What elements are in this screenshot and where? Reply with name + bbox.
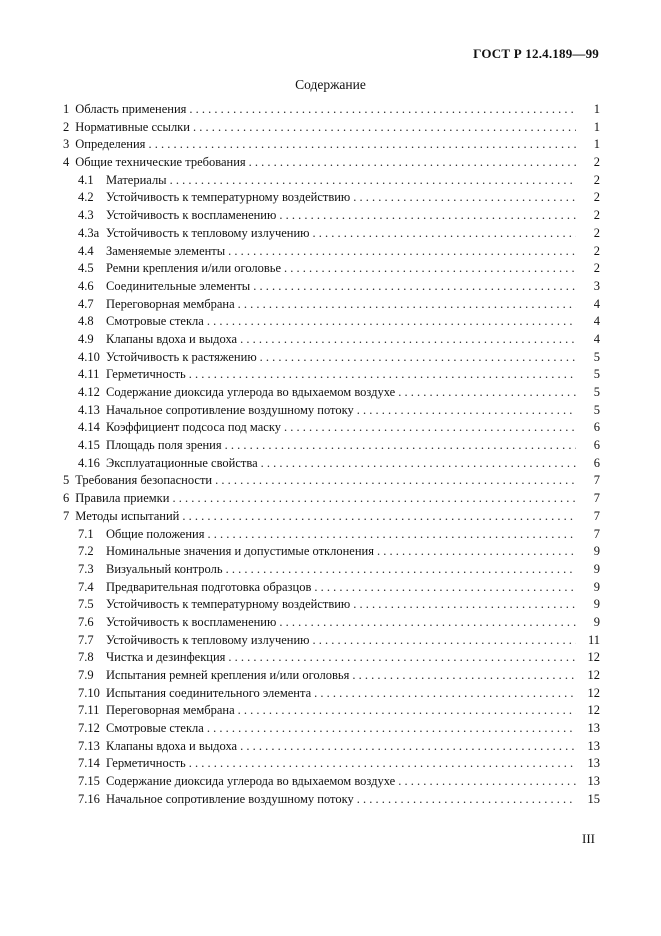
toc-entry-label: Начальное сопротивление воздушному потоку — [106, 791, 354, 806]
toc-entry-page: 5 — [593, 402, 600, 417]
toc-entry — [63, 455, 600, 473]
toc-entry-page: 1 — [593, 102, 600, 116]
toc-leader-dots — [148, 136, 576, 154]
toc-entry — [63, 561, 600, 579]
toc-entry — [63, 791, 600, 809]
toc-title: Содержание — [295, 77, 366, 92]
toc-entry-page: 7 — [593, 526, 600, 541]
toc-leader-dots — [189, 366, 576, 384]
toc-entry — [63, 685, 600, 703]
toc-entry — [63, 490, 600, 508]
toc-entry-label: Эксплуатационные свойства — [106, 455, 258, 470]
toc-entry-label: Смотровые стекла — [106, 314, 204, 329]
toc-leader-dots — [207, 526, 576, 544]
toc-entry-label: Номинальные значения и допустимые отклонения — [106, 544, 374, 559]
toc-entry-number: 6 — [63, 491, 70, 506]
toc-entry-label: Материалы — [106, 172, 167, 187]
toc-entry-label: Определения — [75, 137, 146, 152]
toc-entry-label: Визуальный контроль — [106, 561, 223, 576]
page-number: III — [582, 831, 595, 846]
toc-entry-number: 7.3 — [78, 561, 94, 576]
toc-entry-number: 7.14 — [78, 756, 100, 771]
toc-entry-number: 4.9 — [78, 331, 94, 346]
toc-entry — [63, 508, 600, 526]
toc-entry-label: Переговорная мембрана — [106, 703, 235, 718]
toc-entry-number: 7.6 — [78, 614, 94, 629]
toc-leader-dots — [313, 225, 577, 243]
toc-entry-number: 7.15 — [78, 774, 100, 789]
toc-entry-page: 2 — [593, 208, 600, 223]
toc-entry-label: Заменяемые элементы — [106, 243, 226, 258]
toc-entry — [63, 260, 600, 278]
toc-entry-number: 4.8 — [78, 314, 94, 329]
toc-entry-page: 13 — [587, 774, 600, 789]
toc-leader-dots — [314, 685, 576, 703]
toc-entry-label: Испытания соединительного элемента — [106, 685, 312, 700]
toc-entry-label: Чистка и дезинфекция — [106, 650, 226, 665]
toc-entry-label: Площадь поля зрения — [106, 438, 222, 453]
toc-entry — [63, 720, 600, 738]
toc-leader-dots — [225, 437, 576, 455]
toc-entry-number: 5 — [63, 473, 70, 488]
toc-entry — [63, 667, 600, 685]
toc-entry-label: Клапаны вдоха и выдоха — [106, 331, 238, 346]
toc-leader-dots — [238, 296, 576, 314]
toc-entry — [63, 773, 600, 791]
toc-entry — [63, 596, 600, 614]
toc-entry — [63, 402, 600, 420]
toc-entry-page: 15 — [587, 791, 600, 806]
toc-entry-label: Коэффициент подсоса под маску — [106, 420, 281, 435]
toc-leader-dots — [353, 596, 576, 614]
toc-entry-number: 7.13 — [78, 738, 100, 753]
toc-entry-page: 2 — [593, 190, 600, 205]
toc-leader-dots — [314, 579, 576, 597]
toc-leader-dots — [261, 455, 576, 473]
toc-entry-number: 7.11 — [78, 703, 100, 718]
toc-leader-dots — [284, 419, 576, 437]
toc-entry-page: 2 — [593, 243, 600, 258]
toc-leader-dots — [352, 667, 576, 685]
toc-entry-page: 12 — [587, 668, 600, 682]
toc-entry-number: 7.12 — [78, 721, 100, 736]
toc-entry — [63, 738, 600, 756]
toc-entry — [63, 614, 600, 632]
toc-leader-dots — [279, 207, 576, 225]
toc-entry — [63, 384, 600, 402]
toc-entry-number: 4.12 — [78, 385, 100, 399]
toc-entry — [63, 154, 600, 172]
toc-entry-number: 4.1 — [78, 172, 94, 187]
toc-entry-number: 2 — [63, 119, 70, 134]
toc-entry — [63, 243, 600, 261]
toc-entry-number: 4.3 — [78, 208, 94, 223]
toc-entry-number: 7.8 — [78, 650, 94, 665]
toc-entry-page: 6 — [593, 455, 600, 470]
toc-entry-page: 9 — [593, 561, 600, 576]
toc-entry-label: Содержание диоксида углерода во вдыхаемом воздухе — [106, 774, 396, 789]
toc-entry-page: 13 — [587, 738, 600, 753]
toc-entry — [63, 543, 600, 561]
toc-entry-page: 5 — [593, 349, 600, 364]
toc-entry-label: Общие технические требования — [75, 155, 246, 170]
toc-leader-dots — [193, 119, 576, 137]
toc-entry — [63, 702, 600, 720]
toc-leader-dots — [189, 101, 576, 119]
toc-leader-dots — [249, 154, 576, 172]
toc-entry — [63, 366, 600, 384]
toc-entry-number: 7.10 — [78, 685, 100, 700]
toc-entry — [63, 136, 600, 154]
toc-leader-dots — [377, 543, 576, 561]
toc-entry-label: Соединительные элементы — [106, 278, 251, 293]
toc-entry-page: 6 — [593, 438, 600, 453]
toc-entry-number: 4 — [63, 155, 70, 170]
toc-leader-dots — [226, 561, 576, 579]
toc-entry — [63, 632, 600, 650]
toc-entry-label: Смотровые стекла — [106, 721, 204, 736]
toc-entry — [63, 349, 600, 367]
toc-entry-label: Герметичность — [106, 756, 186, 771]
toc-entry-page: 4 — [593, 314, 600, 329]
toc-entry-page: 4 — [593, 331, 600, 346]
toc-entry-number: 7.5 — [78, 597, 94, 612]
toc-entry — [63, 472, 600, 490]
toc-entry — [63, 225, 600, 243]
toc-entry-number: 1 — [63, 102, 70, 116]
toc-entry-page: 9 — [593, 597, 600, 612]
toc-leader-dots — [398, 384, 576, 402]
toc-entry-number: 4.5 — [78, 261, 94, 276]
toc-entry — [63, 755, 600, 773]
toc-entry-number: 4.10 — [78, 349, 100, 364]
toc-leader-dots — [253, 278, 576, 296]
toc-entry-number: 7.4 — [78, 579, 94, 594]
toc-entry-page: 12 — [587, 685, 600, 700]
toc-entry-page: 2 — [593, 172, 600, 187]
toc-entry — [63, 101, 600, 119]
toc-entry-page: 11 — [587, 632, 600, 647]
toc-entry — [63, 296, 600, 314]
toc-entry-page: 7 — [593, 508, 600, 523]
toc-leader-dots — [398, 773, 576, 791]
toc-entry — [63, 278, 600, 296]
toc-entry-label: Область применения — [75, 102, 187, 116]
toc-entry-number: 7.9 — [78, 668, 94, 682]
toc-entry-number: 4.4 — [78, 243, 94, 258]
toc-entry-number: 4.14 — [78, 420, 100, 435]
toc-leader-dots — [357, 402, 576, 420]
toc-entry-page: 3 — [593, 278, 600, 293]
toc-entry — [63, 419, 600, 437]
toc-entry-page: 13 — [587, 756, 600, 771]
toc-entry-label: Устойчивость к температурному воздействию — [106, 597, 351, 612]
toc-leader-dots — [207, 720, 576, 738]
toc-leader-dots — [284, 260, 576, 278]
toc-entry-label: Клапаны вдоха и выдоха — [106, 738, 238, 753]
toc-entry-label: Содержание диоксида углерода во вдыхаемом воздухе — [106, 385, 396, 399]
toc-entry-page: 5 — [593, 385, 600, 399]
toc-entry-label: Устойчивость к тепловому излучению — [106, 632, 310, 647]
toc-entry-page: 2 — [593, 225, 600, 240]
toc-entry-label: Начальное сопротивление воздушному потоку — [106, 402, 354, 417]
toc-entry-number: 4.6 — [78, 278, 94, 293]
toc-entry-label: Герметичность — [106, 367, 186, 382]
toc-entry-number: 4.11 — [78, 367, 100, 382]
toc-entry — [63, 172, 600, 190]
toc-entry-page: 13 — [587, 721, 600, 736]
toc-leader-dots — [228, 649, 576, 667]
toc-entry-label: Устойчивость к воспламенению — [106, 208, 277, 223]
toc-entry-page: 6 — [593, 420, 600, 435]
toc-entry-label: Ремни крепления и/или оголовье — [106, 261, 282, 276]
toc-entry-page: 9 — [593, 544, 600, 559]
toc-leader-dots — [353, 189, 576, 207]
toc-leader-dots — [189, 755, 576, 773]
toc-entry-page: 7 — [593, 491, 600, 506]
toc-entry — [63, 331, 600, 349]
toc-entry-page: 9 — [593, 579, 600, 594]
toc-entry-label: Устойчивость к растяжению — [106, 349, 257, 364]
toc-entry-number: 7.7 — [78, 632, 94, 647]
toc-entry-page: 12 — [587, 650, 600, 665]
toc-leader-dots — [215, 472, 576, 490]
toc-entry-number: 4.15 — [78, 438, 100, 453]
toc-entry-page: 5 — [593, 367, 600, 382]
toc-entry-number: 7 — [63, 508, 70, 523]
toc-entry-label: Устойчивость к температурному воздействию — [106, 190, 351, 205]
toc-entry-label: Устойчивость к воспламенению — [106, 614, 277, 629]
toc-leader-dots — [357, 791, 576, 809]
toc-entry-number: 7.16 — [78, 791, 100, 806]
toc-entry-label: Требования безопасности — [75, 473, 213, 488]
toc-entry-page: 4 — [593, 296, 600, 311]
toc-entry — [63, 649, 600, 667]
toc-entry-page: 12 — [587, 703, 600, 718]
toc-leader-dots — [228, 243, 576, 261]
toc-entry-label: Устойчивость к тепловому излучению — [106, 225, 310, 240]
toc-entry-page: 2 — [593, 261, 600, 276]
toc-entry-label: Общие положения — [106, 526, 205, 541]
toc-entry — [63, 526, 600, 544]
toc-entry-number: 4.3а — [78, 225, 100, 240]
toc-entry-label: Правила приемки — [75, 491, 170, 506]
toc-entry-label: Переговорная мембрана — [106, 296, 235, 311]
toc-leader-dots — [240, 331, 576, 349]
toc-entry — [63, 313, 600, 331]
toc-entry — [63, 437, 600, 455]
toc-leader-dots — [238, 702, 576, 720]
toc-entry-number: 4.7 — [78, 296, 94, 311]
toc-entry-label: Методы испытаний — [75, 508, 180, 523]
toc-entry-number: 4.2 — [78, 190, 94, 205]
toc-entry-number: 3 — [63, 137, 70, 152]
toc-leader-dots — [170, 172, 576, 190]
toc-leader-dots — [240, 738, 576, 756]
toc-entry-number: 7.1 — [78, 526, 94, 541]
toc-entry-page: 2 — [593, 155, 600, 170]
toc-entry — [63, 189, 600, 207]
toc-entry-number: 4.13 — [78, 402, 100, 417]
toc-entry-label: Предварительная подготовка образцов — [106, 579, 312, 594]
toc-leader-dots — [313, 632, 577, 650]
toc-leader-dots — [207, 313, 576, 331]
toc-leader-dots — [182, 508, 576, 526]
toc-entry-label: Испытания ремней крепления и/или оголовья — [106, 668, 350, 682]
toc-entry — [63, 207, 600, 225]
toc-entry-number: 7.2 — [78, 544, 94, 559]
toc-entry-page: 7 — [593, 473, 600, 488]
toc-leader-dots — [279, 614, 576, 632]
toc-entry-page: 9 — [593, 614, 600, 629]
toc-leader-dots — [172, 490, 576, 508]
toc-entry — [63, 119, 600, 137]
toc-entry-page: 1 — [593, 119, 600, 134]
toc-entry — [63, 579, 600, 597]
toc-entry-number: 4.16 — [78, 455, 100, 470]
toc-leader-dots — [260, 349, 576, 367]
table-of-contents — [63, 101, 600, 809]
toc-entry-label: Нормативные ссылки — [75, 119, 190, 134]
document-header: ГОСТ Р 12.4.189—99 — [473, 46, 599, 61]
toc-entry-page: 1 — [593, 137, 600, 152]
